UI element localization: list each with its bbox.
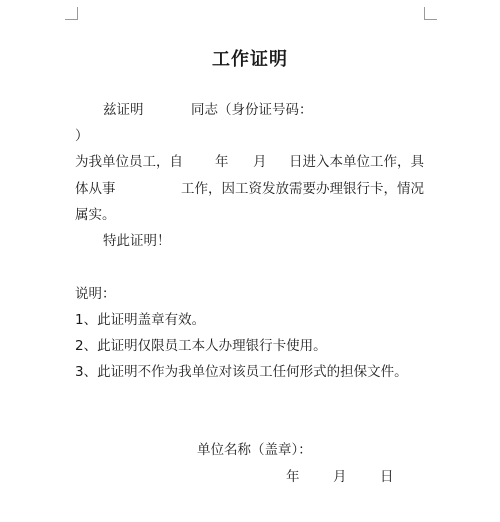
- note-item-1: 1、此证明盖章有效。: [75, 312, 206, 328]
- signature-month: 月: [333, 469, 347, 485]
- document-title: 工作证明: [212, 49, 288, 70]
- body-line-4-end: 工作，因工资发放需要办理银行卡，情况: [181, 181, 424, 197]
- body-line-5: 属实。: [75, 207, 116, 223]
- page-corner-mark-top-left: [65, 7, 78, 20]
- unit-name-stamp-label: 单位名称（盖章）：: [197, 442, 312, 458]
- certify-line: 特此证明！: [103, 233, 171, 249]
- body-line-1-start: 兹证明: [103, 102, 144, 118]
- page-corner-mark-top-right: [424, 7, 437, 20]
- body-line-2-close-paren: ）: [75, 128, 89, 144]
- body-line-4-start: 体从事: [75, 181, 116, 197]
- body-line-3-year: 年: [215, 154, 229, 170]
- note-item-2: 2、此证明仅限员工本人办理银行卡使用。: [75, 338, 327, 354]
- notes-heading: 说明：: [75, 286, 116, 302]
- body-line-1-id-label: 同志（身份证号码：: [191, 102, 313, 118]
- body-line-3-month: 月: [253, 154, 267, 170]
- body-line-3-start: 为我单位员工，自: [75, 154, 183, 170]
- body-line-3-end: 日进入本单位工作，具: [289, 154, 424, 170]
- signature-day: 日: [380, 469, 394, 485]
- note-item-3: 3、此证明不作为我单位对该员工任何形式的担保文件。: [75, 364, 408, 380]
- signature-year: 年: [286, 469, 300, 485]
